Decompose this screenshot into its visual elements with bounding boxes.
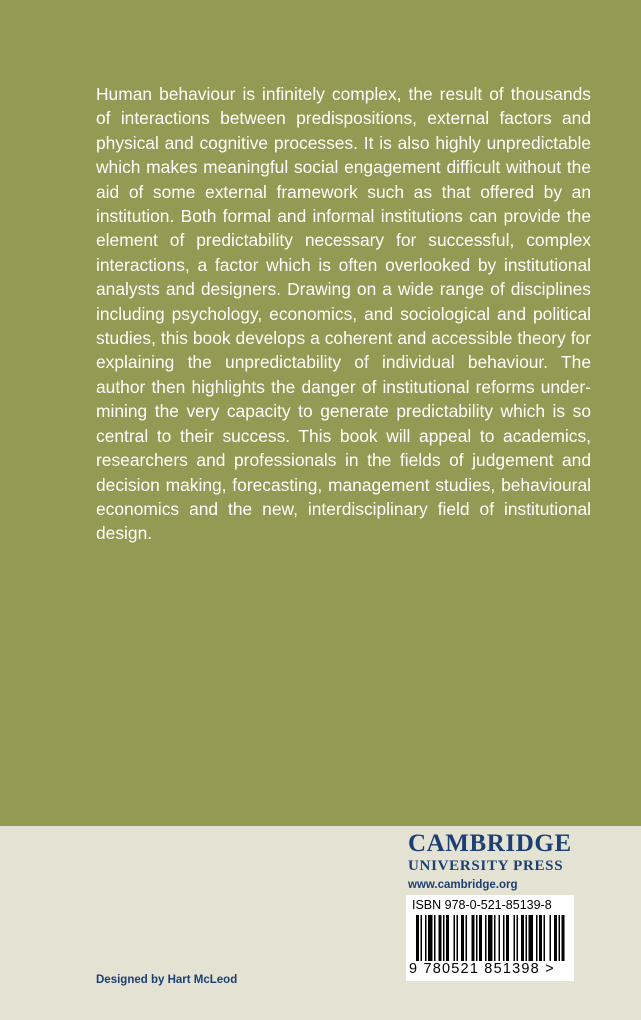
publisher-name: CAMBRIDGE [408, 830, 572, 857]
book-blurb: Human behaviour is infinitely complex, the result of thousands of interactions between predispositions, external factors and physical and cognitive processes. It is also highly unpredictable which makes meaningful social engagement difficult without the aid of some external framework such as that offered by an institution. Both formal and informal institutions can provide the element of predictability necessary for successful, complex interactions, a factor which is often overlooked by institutional analysts and designers. Drawing on a wide range of disciplines including psychology, economics, and sociological and political studies, this book develops a coherent and accessible theory for explaining the unpredictability of individual behaviour. The author then highlights the danger of institutional reforms undermining the very capacity to generate predictability which is so central to their success. This book will appeal to academics, researchers and professionals in the fields of judgement and decision making, forecasting, management studies, behavioural economics and the new, interdisciplinary field of institutional design. [96, 84, 591, 544]
publisher-subname: UNIVERSITY PRESS [408, 858, 564, 874]
designer-credit: Designed by Hart McLeod [96, 974, 238, 986]
barcode-bars [406, 915, 574, 963]
isbn-label: ISBN 978-0-521-85139-8 [412, 898, 552, 912]
barcode-digits: 9 780521 851398 > [409, 961, 555, 977]
publisher-logo [408, 830, 578, 893]
publisher-website: www.cambridge.org [408, 879, 518, 891]
barcode [406, 895, 574, 981]
